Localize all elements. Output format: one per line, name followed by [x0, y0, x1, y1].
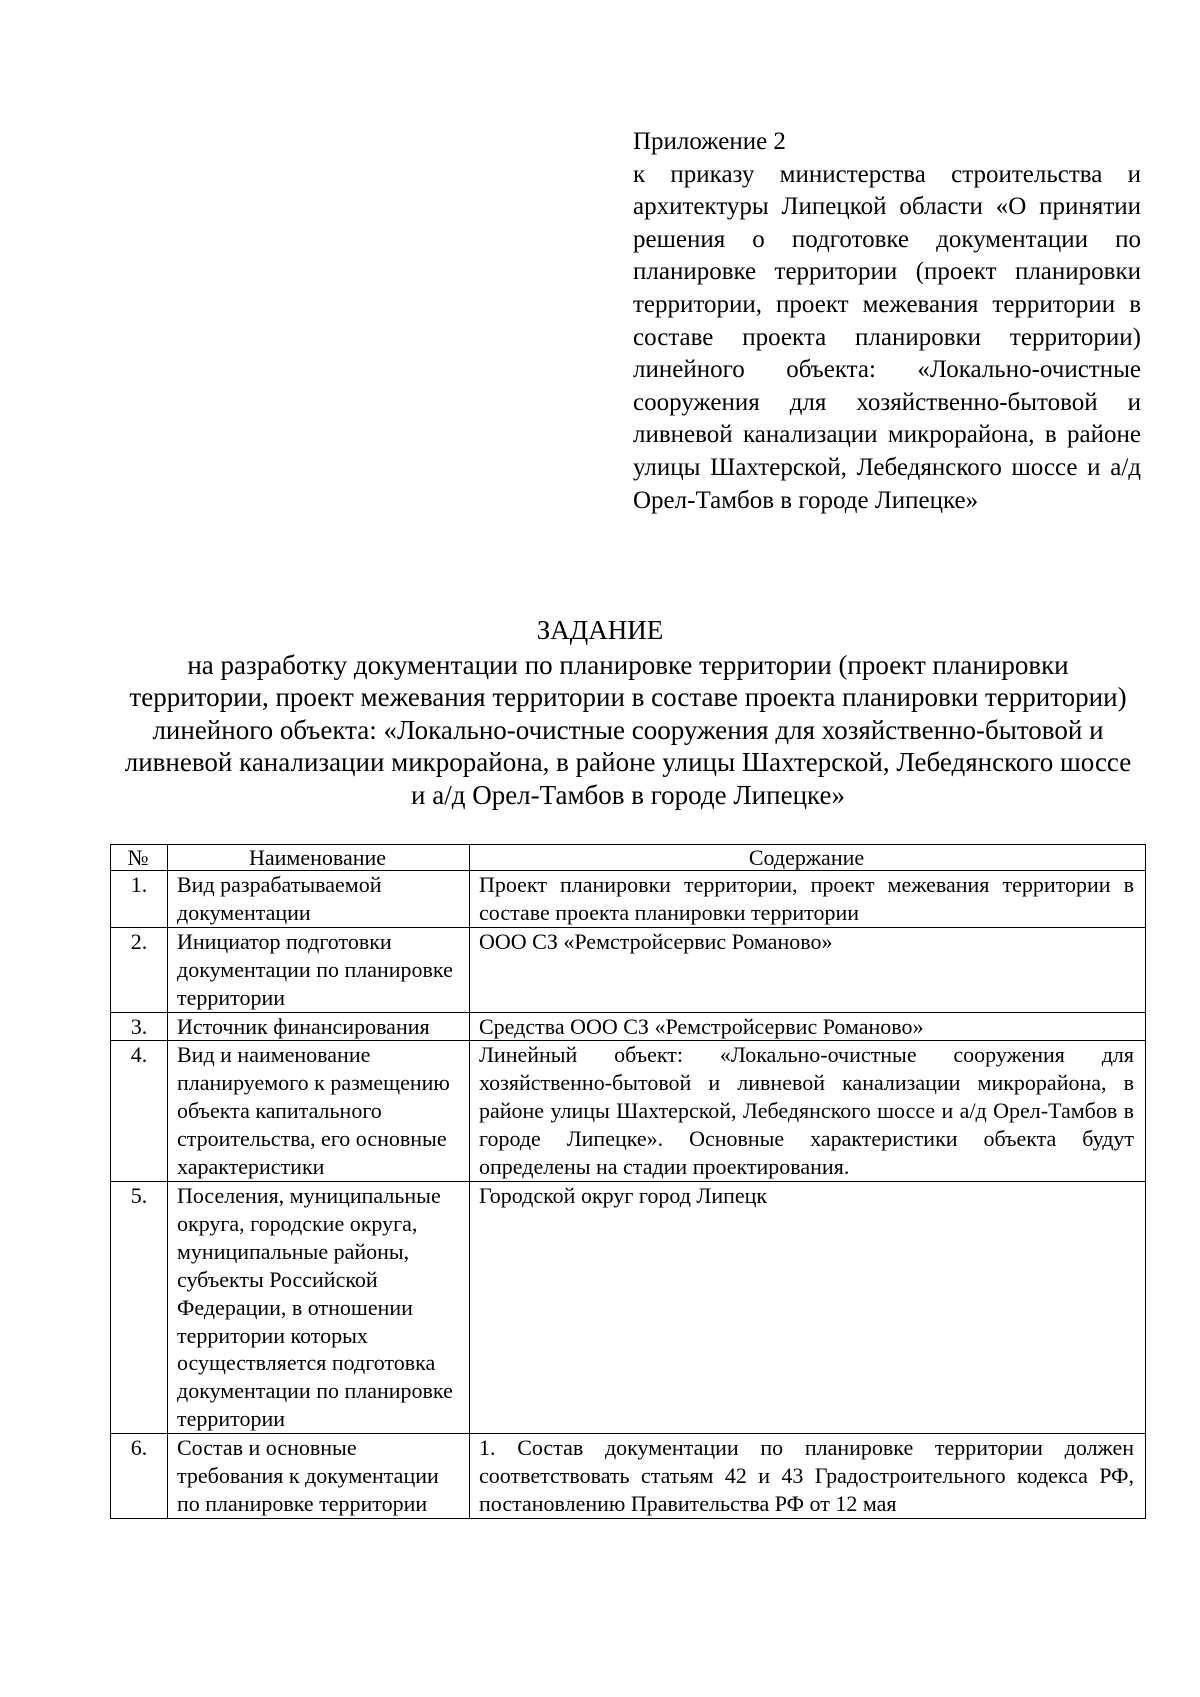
row-content: Городской округ город Липецк [470, 1181, 1146, 1433]
table-header-row [111, 845, 1146, 871]
row-name: Вид и наименование планируемого к размещению объекта капитального строительства, его основные характеристики [168, 1041, 470, 1182]
row-name: Состав и основные требования к документации по планировке территории [168, 1434, 470, 1519]
row-name: Источник финансирования [168, 1012, 470, 1041]
row-num: 1. [111, 871, 168, 928]
table-row [111, 1434, 1146, 1519]
row-name: Поселения, муниципальные округа, городские округа, муниципальные районы, субъекты Российской Федерации, в отношении территории которых осуществляется подготовка документации по планировке территории [168, 1181, 470, 1433]
table-row [111, 927, 1146, 1012]
row-content: Средства ООО СЗ «Ремстройсервис Романово» [470, 1012, 1146, 1041]
appendix-title: Приложение 2 [633, 128, 786, 155]
row-name: Вид разрабатываемой документации [168, 871, 470, 928]
row-num: 3. [111, 1012, 168, 1041]
appendix-block [633, 126, 1141, 517]
header-num: № [111, 845, 168, 871]
row-num: 6. [111, 1434, 168, 1519]
appendix-text: к приказу министерства строительства и архитектуры Липецкой области «О принятии решения о подготовке документации по планировке территории (проект планировки территории, проект межевания территории в составе проекта планировки территории) линейного объекта: «Локально-очистные сооружения для хозяйственно-бытовой и ливневой канализации микрорайона, в районе улицы Шахтерской, Лебедянского шоссе и а/д Орел-Тамбов в городе Липецке» [633, 160, 1141, 514]
task-subtitle: на разработку документации по планировке территории (проект планировки территории, проект межевания территории в составе проекта планировки территории) линейного объекта: «Локально-очистные сооружения для хозяйственно-бытовой и ливневой канализации микрорайона, в районе улицы Шахтерской, Лебедянского шоссе и а/д Орел-Тамбов в городе Липецке» [124, 650, 1132, 810]
row-num: 2. [111, 927, 168, 1012]
row-content: 1. Состав документации по планировке территории должен соответствовать статьям 42 и 43 Градостроительного кодекса РФ, постановлению Правительства РФ от 12 мая [470, 1434, 1146, 1519]
row-content: Линейный объект: «Локально-очистные сооружения для хозяйственно-бытовой и ливневой канализации микрорайона, в районе улицы Шахтерской, Лебедянского шоссе и а/д Орел-Тамбов в городе Липецке». Основные характеристики объекта будут определены на стадии проектирования. [470, 1041, 1146, 1182]
row-num: 4. [111, 1041, 168, 1182]
row-num: 5. [111, 1181, 168, 1433]
table-row [111, 1041, 1146, 1182]
row-content: Проект планировки территории, проект межевания территории в составе проекта планировки территории [470, 871, 1146, 928]
row-name: Инициатор подготовки документации по планировке территории [168, 927, 470, 1012]
table-row [111, 1181, 1146, 1433]
row-content: ООО СЗ «Ремстройсервис Романово» [470, 927, 1146, 1012]
table-row [111, 871, 1146, 928]
task-title: ЗАДАНИЕ [536, 615, 664, 645]
table-row [111, 1012, 1146, 1041]
header-name: Наименование [168, 845, 470, 871]
header-content: Содержание [470, 845, 1146, 871]
task-table [110, 844, 1146, 1519]
